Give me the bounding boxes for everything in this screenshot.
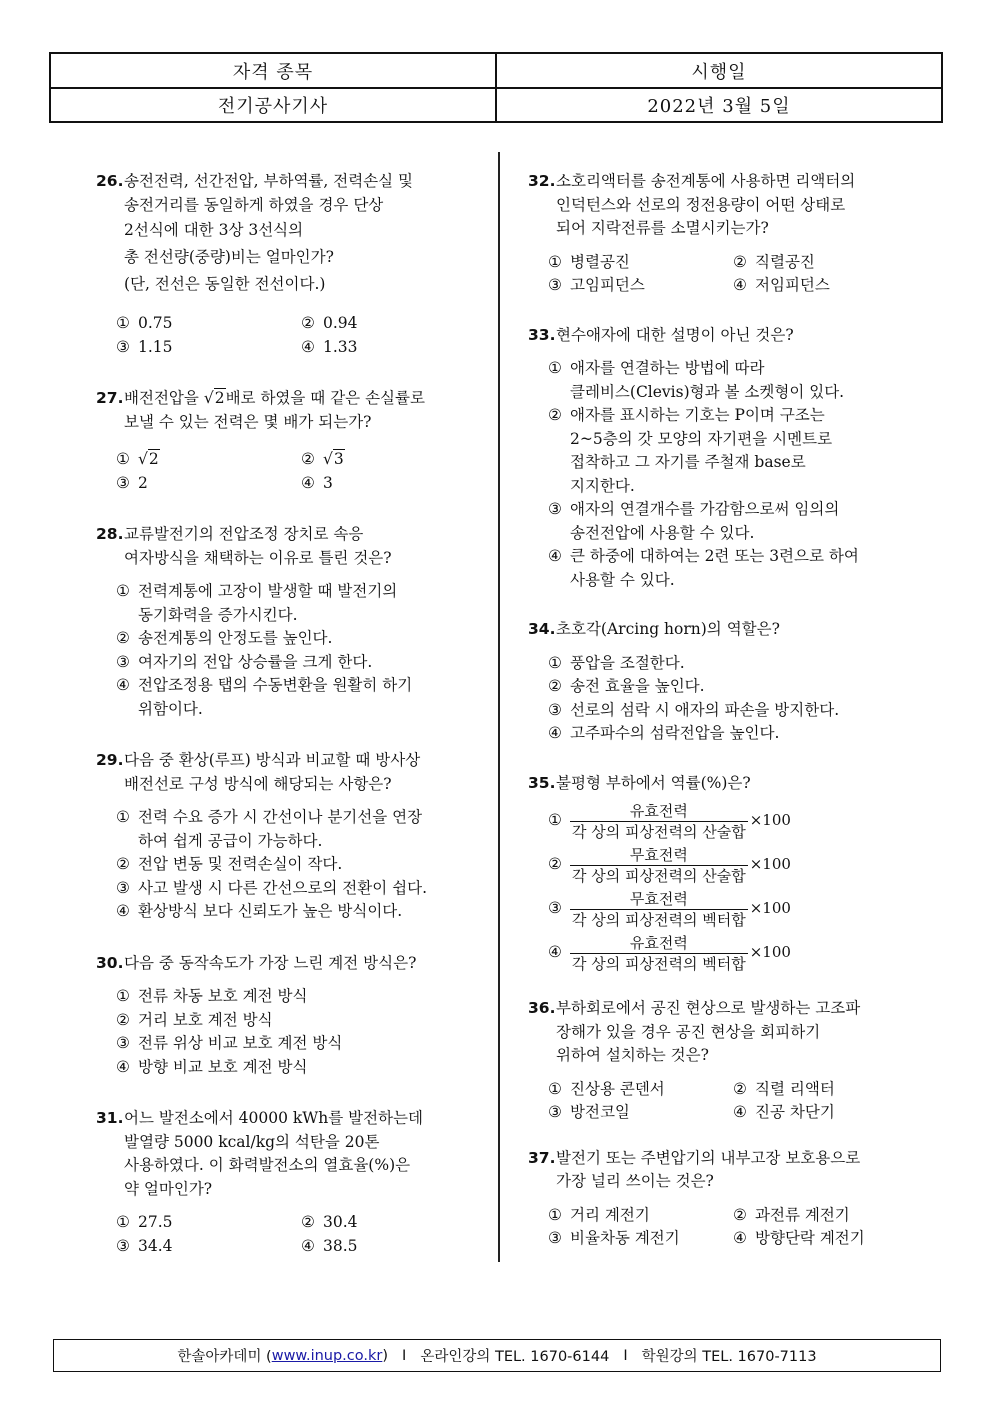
question-number: 28.	[96, 525, 124, 543]
option-4[interactable]	[301, 336, 486, 360]
option-marker: ①	[548, 359, 562, 377]
options	[96, 448, 468, 495]
separator: I	[623, 1347, 628, 1364]
exam-date-value: 2022년 3월 5일	[647, 95, 791, 117]
multiplier: ×100	[749, 943, 791, 962]
option-1[interactable]	[548, 652, 910, 676]
option-1[interactable]	[548, 1204, 733, 1228]
question-number: 33.	[528, 325, 556, 344]
option-2[interactable]	[116, 853, 468, 877]
exam-date-label: 시행일	[691, 61, 747, 83]
option-text: 비율차동 계전기	[570, 1229, 680, 1247]
option-text-cont: 송전전압에 사용할 수 있다.	[570, 523, 755, 542]
options	[528, 1078, 910, 1125]
academy-name: 한솔아카데미 (	[177, 1349, 272, 1365]
question-fragment: 배로 하였을 때 같은 손실률로	[225, 389, 425, 407]
option-2[interactable]	[733, 251, 918, 275]
fraction-denominator: 각 상의 피상전력의 산술합	[572, 866, 746, 885]
option-text: 저임피던스	[755, 276, 830, 294]
option-marker: ④	[116, 1057, 130, 1076]
option-1[interactable]	[116, 580, 468, 627]
option-text-cont: 지지한다.	[570, 476, 635, 495]
question-line: 위하여 설치하는 것은?	[556, 1046, 709, 1064]
option-2[interactable]	[733, 1204, 918, 1228]
option-1[interactable]	[548, 357, 910, 404]
question-line: 어느 발전소에서 40000 kWh를 발전하는데	[124, 1109, 423, 1127]
option-marker: ①	[548, 811, 562, 830]
fraction	[570, 889, 748, 930]
option-4[interactable]	[548, 931, 910, 975]
question-line: 소호리액터를 송전계통에 사용하면 리액터의	[556, 172, 856, 190]
fraction-denominator: 각 상의 피상전력의 벡터합	[572, 954, 746, 973]
option-text: 과전류 계전기	[755, 1205, 850, 1224]
option-marker: ④	[733, 276, 747, 294]
question-number: 35.	[528, 773, 556, 792]
option-3[interactable]	[548, 274, 733, 298]
radicand: 2	[148, 450, 159, 468]
option-text: 고주파수의 섬락전압을 높인다.	[570, 724, 780, 742]
option-marker: ①	[548, 252, 562, 271]
option-text: 3	[323, 473, 333, 492]
fraction-denominator: 각 상의 피상전력의 산술합	[572, 822, 746, 841]
option-text: 직렬공진	[755, 252, 815, 271]
option-marker: ③	[116, 1034, 130, 1052]
option-text: 선로의 섬락 시 애자의 파손을 방지한다.	[570, 700, 840, 719]
question-text	[528, 997, 910, 1068]
option-text: 진상용 콘덴서	[570, 1079, 665, 1098]
question-line: 송전전력, 선간전압, 부하역률, 전력손실 및	[124, 172, 414, 190]
option-marker: ④	[116, 676, 130, 694]
option-2[interactable]	[116, 1009, 468, 1033]
option-text: 0.94	[323, 314, 358, 332]
question-text	[528, 618, 910, 642]
option-1[interactable]	[116, 806, 468, 853]
question-line: 되어 지락전류를 소멸시키는가?	[556, 219, 769, 237]
option-text-cont: 2~5층의 갓 모양의 자기편을 시멘트로	[570, 429, 833, 448]
option-marker: ②	[301, 450, 315, 468]
option-marker: ②	[116, 1010, 130, 1029]
question-line: 2선식에 대한 3상 3선식의	[124, 221, 304, 239]
option-text: 송전계통의 안정도를 높인다.	[138, 629, 333, 647]
question-line: 현수애자에 대한 설명이 아닌 것은?	[556, 325, 794, 344]
option-1[interactable]	[116, 448, 301, 472]
question-text	[96, 1107, 468, 1201]
question-text	[96, 749, 468, 796]
option-text-cont: 위함이다.	[138, 699, 203, 718]
option-marker: ③	[116, 337, 130, 356]
fraction-numerator: 유효전력	[629, 801, 688, 820]
option-marker: ①	[116, 450, 130, 468]
question-line: 다음 중 환상(루프) 방식과 비교할 때 방사상	[124, 751, 421, 769]
option-4[interactable]	[733, 1101, 918, 1125]
column-divider	[498, 152, 500, 1262]
options	[528, 357, 910, 592]
option-2[interactable]	[733, 1078, 918, 1102]
option-marker: ②	[733, 252, 747, 271]
option-marker: ②	[301, 314, 315, 332]
left-column	[96, 170, 468, 1274]
question-line: 교류발전기의 전압조정 장치로 속응	[124, 525, 364, 543]
option-text: 거리 계전기	[570, 1205, 650, 1224]
footer-contact-bar	[53, 1339, 941, 1372]
option-text-cont: 사용할 수 있다.	[570, 570, 675, 589]
question-text	[528, 324, 910, 348]
question-number: 31.	[96, 1109, 124, 1127]
fraction	[570, 933, 748, 974]
multiplier: ×100	[749, 899, 791, 918]
question-text	[96, 952, 468, 976]
question-33	[528, 324, 910, 593]
option-4[interactable]	[116, 900, 468, 924]
multiplier: ×100	[749, 811, 791, 830]
option-4[interactable]	[733, 274, 918, 298]
radicand: 2	[214, 389, 225, 407]
option-marker: ④	[301, 1236, 315, 1255]
question-36	[528, 997, 910, 1125]
question-text	[96, 170, 468, 298]
option-text: 애자를 연결하는 방법에 따라	[570, 359, 765, 377]
option-marker: ④	[301, 337, 315, 356]
option-marker: ①	[116, 582, 130, 600]
fraction-numerator: 무효전력	[629, 889, 688, 908]
options	[96, 1211, 468, 1258]
option-1[interactable]	[116, 312, 301, 336]
option-marker: ④	[548, 943, 562, 962]
option-marker: ③	[116, 652, 130, 671]
sqrt-expression	[323, 448, 345, 472]
options	[528, 251, 910, 298]
option-text: 환상방식 보다 신뢰도가 높은 방식이다.	[138, 902, 403, 920]
option-2[interactable]	[548, 675, 910, 699]
question-fragment: 배전전압을	[124, 389, 199, 407]
options	[528, 799, 910, 975]
header-row-labels	[51, 54, 941, 89]
option-marker: ③	[548, 1229, 562, 1247]
question-32	[528, 170, 910, 298]
question-line: 사용하였다. 이 화력발전소의 열효율(%)은	[124, 1156, 411, 1174]
question-31	[96, 1107, 468, 1258]
question-line: 여자방식을 채택하는 이유로 틀린 것은?	[124, 548, 392, 567]
separator: I	[402, 1347, 407, 1364]
option-text-cont: 하여 쉽게 공급이 가능하다.	[138, 831, 323, 850]
question-line: 발열량 5000 kcal/kg의 석탄을 20톤	[124, 1132, 380, 1151]
option-text: 30.4	[323, 1213, 358, 1231]
option-3[interactable]	[116, 877, 468, 901]
option-marker: ②	[733, 1079, 747, 1098]
question-text	[528, 170, 910, 241]
option-1[interactable]	[548, 799, 910, 843]
question-line: 보낼 수 있는 전력은 몇 배가 되는가?	[124, 412, 372, 431]
option-1[interactable]	[116, 1211, 301, 1235]
options	[96, 580, 468, 721]
multiplier: ×100	[749, 855, 791, 874]
option-text: 거리 보호 계전 방식	[138, 1010, 273, 1029]
option-text: 전류 위상 비교 보호 계전 방식	[138, 1034, 343, 1052]
question-line: 송전거리를 동일하게 하였을 경우 단상	[124, 195, 384, 214]
option-marker: ①	[116, 987, 130, 1005]
option-3[interactable]	[548, 1227, 733, 1251]
question-line: 인덕턴스와 선로의 정전용량이 어떤 상태로	[556, 195, 846, 214]
question-text	[528, 1147, 910, 1194]
header-row-values	[51, 88, 941, 121]
option-marker: ③	[548, 500, 562, 518]
question-line: 총 전선량(중량)비는 얼마인가?	[124, 248, 334, 266]
option-4[interactable]	[548, 722, 910, 746]
option-text-cont: 클레비스(Clevis)형과 볼 소켓형이 있다.	[570, 382, 845, 401]
question-number: 26.	[96, 172, 124, 190]
option-3[interactable]	[116, 336, 301, 360]
option-4[interactable]	[733, 1227, 918, 1251]
option-1[interactable]	[548, 251, 733, 275]
option-text: 큰 하중에 대하여는 2련 또는 3련으로 하여	[570, 547, 859, 565]
option-marker: ②	[548, 855, 562, 874]
exam-header-table	[49, 52, 943, 123]
sqrt-expression: √2	[203, 389, 225, 407]
option-marker: ③	[116, 1236, 130, 1255]
question-28	[96, 523, 468, 721]
option-marker: ②	[733, 1205, 747, 1224]
option-marker: ④	[733, 1229, 747, 1247]
question-line: 가장 널리 쓰이는 것은?	[556, 1172, 714, 1190]
question-line: (단, 전선은 동일한 전선이다.)	[124, 275, 326, 293]
option-4[interactable]	[548, 545, 910, 592]
option-text: 여자기의 전압 상승률을 크게 한다.	[138, 652, 373, 671]
option-3[interactable]	[116, 472, 301, 496]
option-text: 1.15	[138, 337, 173, 356]
fraction-denominator: 각 상의 피상전력의 벡터합	[572, 910, 746, 929]
option-4[interactable]	[116, 1056, 468, 1080]
option-text: 병렬공진	[570, 252, 630, 271]
option-marker: ④	[733, 1103, 747, 1121]
question-line: 장해가 있을 경우 공진 현상을 회피하기	[556, 1022, 821, 1041]
option-marker: ③	[548, 899, 562, 918]
question-line: 다음 중 동작속도가 가장 느린 계전 방식은?	[124, 953, 417, 972]
offline-lecture-phone: 학원강의 TEL. 1670-7113	[641, 1349, 817, 1365]
question-text	[528, 772, 910, 796]
question-line: 발전기 또는 주변압기의 내부고장 보호용으로	[556, 1148, 861, 1167]
fraction-numerator: 무효전력	[629, 845, 688, 864]
option-marker: ④	[116, 902, 130, 920]
option-marker: ④	[548, 724, 562, 742]
option-text: 풍압을 조절한다.	[570, 653, 685, 672]
question-number: 29.	[96, 751, 124, 769]
option-marker: ③	[548, 700, 562, 719]
sqrt-expression	[138, 448, 160, 472]
question-line	[124, 387, 468, 411]
question-number: 30.	[96, 953, 124, 972]
option-text-cont: 접착하고 그 자기를 주철재 base로	[570, 453, 806, 471]
option-marker: ③	[548, 1103, 562, 1121]
option-text: 34.4	[138, 1236, 173, 1255]
option-marker: ①	[548, 1079, 562, 1098]
option-text: 전압 변동 및 전력손실이 작다.	[138, 855, 343, 873]
option-2[interactable]	[548, 404, 910, 498]
option-4[interactable]	[116, 674, 468, 721]
option-3[interactable]	[548, 887, 910, 931]
option-text: 진공 차단기	[755, 1103, 835, 1121]
option-text: 전류 차동 보호 계전 방식	[138, 987, 308, 1005]
option-3[interactable]	[116, 1032, 468, 1056]
question-number: 32.	[528, 172, 556, 190]
option-text: 전압조정용 탭의 수동변환을 원활히 하기	[138, 676, 413, 694]
options	[96, 985, 468, 1079]
option-1[interactable]	[548, 1078, 733, 1102]
option-marker: ③	[548, 276, 562, 294]
academy-website-link[interactable]: www.inup.co.kr	[271, 1347, 383, 1364]
sqrt-sign: √	[138, 450, 148, 468]
option-3[interactable]	[548, 498, 910, 545]
option-3[interactable]	[548, 699, 910, 723]
sqrt-sign: √	[323, 450, 333, 468]
academy-name-close: )	[382, 1347, 389, 1364]
option-3[interactable]	[116, 651, 468, 675]
option-2[interactable]	[301, 1211, 486, 1235]
option-text: 애자의 연결개수를 가감함으로써 임의의	[570, 500, 840, 518]
options	[96, 806, 468, 924]
option-text: 38.5	[323, 1236, 358, 1255]
option-marker: ②	[548, 677, 562, 695]
option-3[interactable]	[116, 1235, 301, 1259]
option-marker: ①	[116, 808, 130, 826]
option-marker: ②	[548, 406, 562, 424]
option-text: 방향 비교 보호 계전 방식	[138, 1057, 308, 1076]
question-line: 약 얼마인가?	[124, 1179, 213, 1198]
option-text: 송전 효율을 높인다.	[570, 677, 705, 695]
option-marker: ①	[116, 314, 130, 332]
fraction	[570, 845, 748, 886]
question-line: 배전선로 구성 방식에 해당되는 사항은?	[124, 774, 392, 793]
option-1[interactable]	[116, 985, 468, 1009]
option-text-cont: 동기화력을 증가시킨다.	[138, 605, 298, 624]
option-2[interactable]	[548, 843, 910, 887]
option-4[interactable]	[301, 1235, 486, 1259]
question-line: 부하회로에서 공진 현상으로 발생하는 고조파	[556, 999, 861, 1017]
option-marker: ③	[116, 473, 130, 492]
option-text: 사고 발생 시 다른 간선으로의 전환이 쉽다.	[138, 878, 428, 897]
option-2[interactable]	[301, 312, 486, 336]
option-text: 전력 수요 증가 시 간선이나 분기선을 연장	[138, 808, 423, 826]
question-number: 37.	[528, 1148, 556, 1167]
option-marker: ①	[548, 653, 562, 672]
question-30	[96, 952, 468, 1080]
option-marker: ②	[116, 629, 130, 647]
option-text: 방전코일	[570, 1103, 630, 1121]
question-35	[528, 772, 910, 976]
options	[528, 1204, 910, 1251]
option-marker: ②	[116, 855, 130, 873]
option-marker: ③	[116, 878, 130, 897]
options	[528, 652, 910, 746]
question-text	[96, 387, 468, 434]
fraction	[570, 801, 748, 842]
question-26	[96, 170, 468, 359]
option-marker: ④	[548, 547, 562, 565]
question-number: 27.	[96, 389, 124, 407]
question-number: 36.	[528, 999, 556, 1017]
option-marker: ①	[548, 1205, 562, 1224]
option-text: 0.75	[138, 314, 173, 332]
question-line: 초호각(Arcing horn)의 역할은?	[556, 620, 780, 638]
option-text: 방향단락 계전기	[755, 1229, 865, 1247]
subject-label: 자격 종목	[51, 54, 497, 87]
option-4[interactable]	[301, 472, 486, 496]
option-2[interactable]	[116, 627, 468, 651]
option-text: 전력계통에 고장이 발생할 때 발전기의	[138, 582, 398, 600]
subject-value: 전기공사기사	[51, 88, 497, 121]
option-text: 고임피던스	[570, 276, 645, 294]
question-29	[96, 749, 468, 924]
option-2[interactable]	[301, 448, 486, 472]
option-text: 애자를 표시하는 기호는 P이며 구조는	[570, 406, 825, 424]
question-text	[96, 523, 468, 570]
option-text: 2	[138, 473, 148, 492]
question-number: 34.	[528, 620, 556, 638]
question-line: 불평형 부하에서 역률(%)은?	[556, 773, 751, 792]
option-marker: ②	[301, 1213, 315, 1231]
option-text: 1.33	[323, 337, 358, 356]
option-text: 직렬 리액터	[755, 1079, 835, 1098]
option-marker: ④	[301, 473, 315, 492]
options	[96, 312, 468, 359]
option-text: 27.5	[138, 1213, 173, 1231]
option-marker: ①	[116, 1213, 130, 1231]
question-34	[528, 618, 910, 746]
question-37	[528, 1147, 910, 1251]
question-27	[96, 387, 468, 495]
radicand: 3	[333, 450, 344, 468]
online-lecture-phone: 온라인강의 TEL. 1670-6144	[420, 1349, 610, 1365]
fraction-numerator: 유효전력	[629, 933, 688, 952]
right-column	[528, 170, 910, 1267]
option-3[interactable]	[548, 1101, 733, 1125]
